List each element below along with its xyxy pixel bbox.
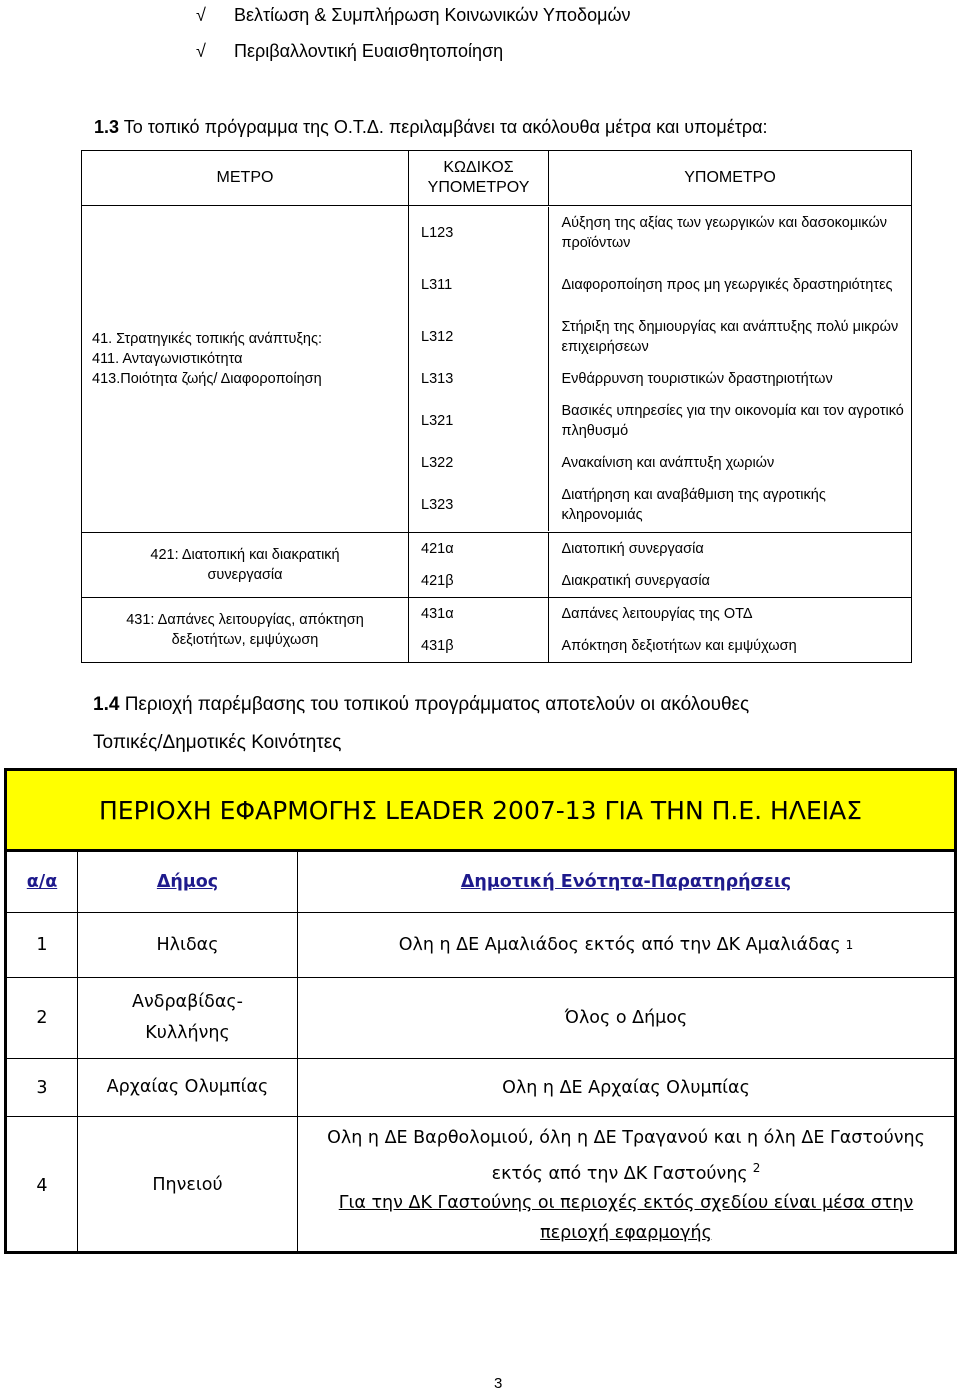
table-row: 4 Πηνειού Ολη η ΔΕ Βαρθολομιού, όλη η ΔΕ Τραγανού και η όλη ΔΕ Γαστούνης εκτός από την ΔΚ Γαστούνης $^2$ Για την ΔΚ Γαστούνης οι περιοχές εκτός σχεδίου είναι μέσα στην περιοχή εφαρμογής <box>7 1117 954 1254</box>
table-row: 431β Απόκτηση δεξιοτήτων και εμψύχωση <box>409 630 911 662</box>
table-row: L123 Αύξηση της αξίας των γεωργικών και δασοκομικών προϊόντων <box>409 207 911 259</box>
submeasure-cells <box>409 598 912 663</box>
table-row <box>82 598 912 663</box>
measures-table <box>81 150 912 663</box>
check-mark-icon: √ <box>196 5 206 25</box>
bullet-text: Βελτίωση & Συμπλήρωση Κοινωνικών Υποδομών <box>234 5 631 25</box>
paragraph-line: 1.4 Περιοχή παρέμβασης του τοπικού προγράμματος αποτελούν οι ακόλουθες <box>93 694 750 715</box>
section-number: 1.4 <box>93 694 120 715</box>
footnote-marker: 2 <box>752 1160 761 1175</box>
bullet-text: Περιβαλλοντική Ευαισθητοποίηση <box>234 41 504 61</box>
table-row: 431α Δαπάνες λειτουργίας της ΟΤΔ <box>409 598 911 630</box>
measure-cell: 431: Δαπάνες λειτουργίας, απόκτηση δεξιοτήτων, εμψύχωση <box>82 598 409 663</box>
submeasure-cells <box>409 533 912 598</box>
submeasure-cells <box>409 206 912 533</box>
table-row: 421β Διακρατική συνεργασία <box>409 565 911 597</box>
table-row: L323 Διατήρηση και αναβάθμιση της αγροτικής κληρονομιάς <box>409 479 911 531</box>
table-row: L313 Ενθάρρυνση τουριστικών δραστηριοτήτων <box>409 363 911 395</box>
section-number: 1.3 <box>94 117 120 137</box>
page-number: 3 <box>494 1375 503 1392</box>
paragraph-line: Τοπικές/Δημοτικές Κοινότητες <box>93 732 342 753</box>
table-header-row <box>82 151 912 206</box>
measure-cell: 41. Στρατηγικές τοπικής ανάπτυξης: 411. Ανταγωνιστικότητα 413.Ποιότητα ζωής/ Διαφοροποίηση <box>82 206 409 533</box>
leader-header-row <box>7 852 954 913</box>
table-row: L312 Στήριξη της δημιουργίας και ανάπτυξης πολύ μικρών επιχειρήσεων <box>409 311 911 363</box>
section-1-4-paragraph <box>93 686 911 762</box>
measure-cell: 421: Διατοπική και διακρατική συνεργασία <box>82 533 409 598</box>
leader-area-table <box>4 768 957 1254</box>
bullet-item <box>196 41 503 62</box>
table-row: 3 Αρχαίας Ολυμπίας Ολη η ΔΕ Αρχαίας Ολυμπίας <box>7 1059 954 1117</box>
leader-grid <box>7 852 954 1254</box>
table-row: L311 Διαφοροποίηση προς μη γεωργικές δραστηριότητες <box>409 259 911 311</box>
table-row: L322 Ανακαίνιση και ανάπτυξη χωριών <box>409 447 911 479</box>
table-row: 1 Ηλιδας Ολη η ΔΕ Αμαλιάδος εκτός από την ΔΚ Αμαλιάδας 1 <box>7 913 954 978</box>
section-1-3-heading <box>94 117 767 138</box>
header-code: ΚΩΔΙΚΟΣ ΥΠΟΜΕΤΡΟΥ <box>409 151 549 206</box>
section-text: Το τοπικό πρόγραμμα της Ο.Τ.Δ. περιλαμβάνει τα ακόλουθα μέτρα και υπομέτρα: <box>123 117 768 137</box>
footnote-marker: 1 <box>845 938 854 952</box>
header-measure: ΜΕΤΡΟ <box>82 151 409 206</box>
table-row: 2 Ανδραβίδας-Κυλλήνης Όλος ο Δήμος <box>7 978 954 1059</box>
header-submeasure: ΥΠΟΜΕΤΡΟ <box>549 151 912 206</box>
leader-table-title: ΠΕΡΙΟΧΗ ΕΦΑΡΜΟΓΗΣ LEADER 2007-13 ΓΙΑ ΤΗΝ Π.Ε. ΗΛΕΙΑΣ <box>7 771 954 852</box>
table-row: L321 Βασικές υπηρεσίες για την οικονομία και τον αγροτικό πληθυσμό <box>409 395 911 447</box>
table-row <box>82 206 912 533</box>
table-row: 421α Διατοπική συνεργασία <box>409 533 911 565</box>
header-municipality: Δήμος <box>78 852 298 912</box>
header-number: α/α <box>7 852 78 912</box>
header-notes: Δημοτική Ενότητα-Παρατηρήσεις <box>460 872 792 892</box>
bullet-item <box>196 5 631 26</box>
table-row <box>82 533 912 598</box>
check-mark-icon: √ <box>196 41 206 61</box>
